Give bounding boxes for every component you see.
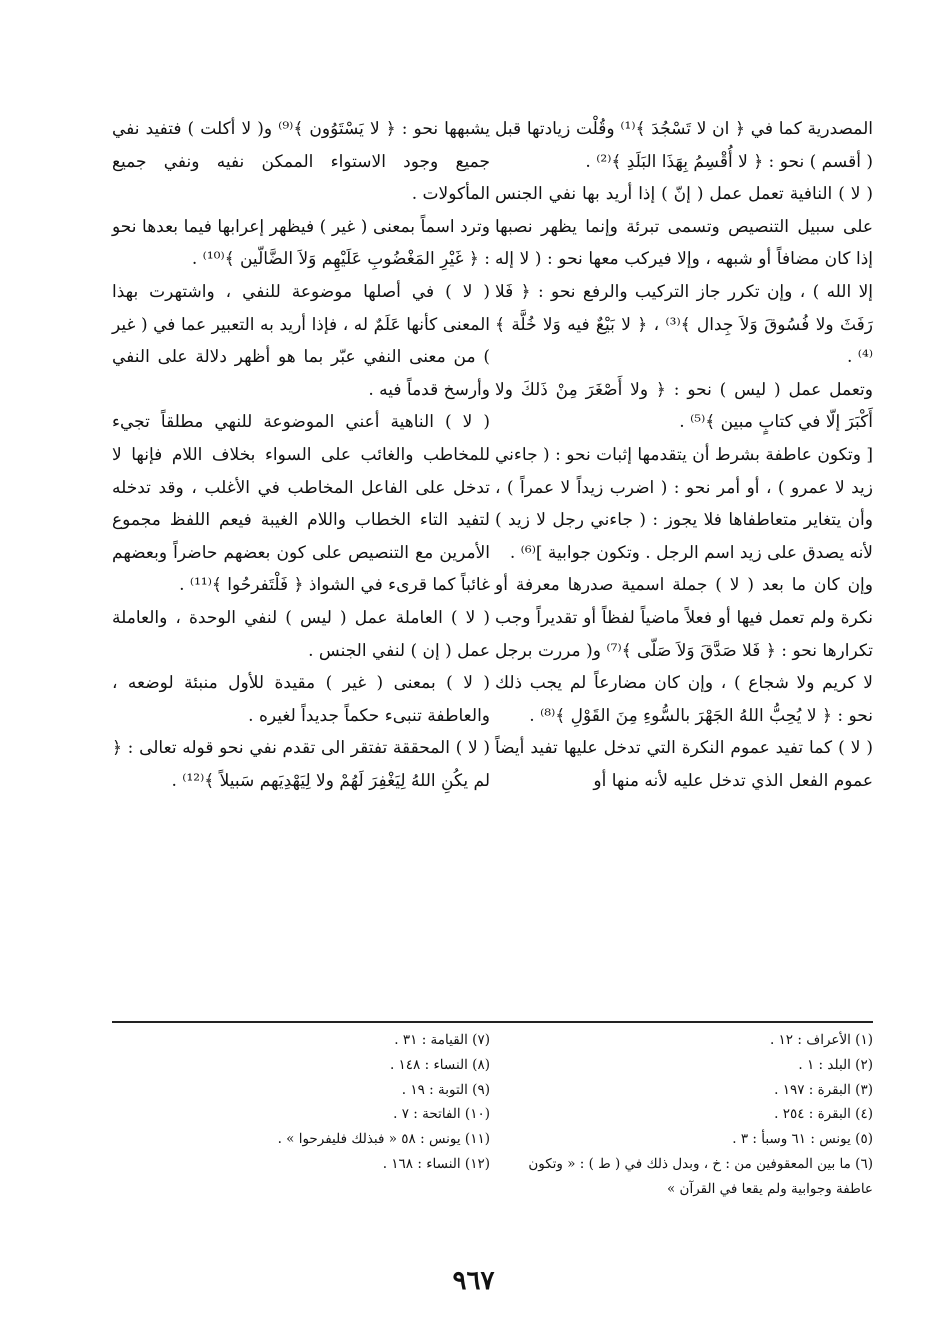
footnote-divider	[112, 1021, 873, 1023]
footnote: (٢) البلد : ١ .	[798, 1056, 873, 1073]
footnote: (١٠) الفاتحة : ٧ .	[393, 1106, 490, 1123]
paragraph: وتعمل عمل ( ليس ) نحو : ﴿ ولا أَصْغَرَ مِنْ ذَلكَ ولا أَكْبَرَ إلّا في كتابٍ مبين ﴾⁽⁵⁾ .	[495, 379, 873, 433]
footnotes-right	[495, 1028, 873, 1202]
footnote: (١) الأعراف : ١٢ .	[769, 1032, 873, 1048]
paragraph: ( لا ) بمعنى ( غير ) مقيدة للأول منبئة لوضعه ، والعاطفة تنبىء حكماً جديداً لغيره .	[112, 673, 490, 726]
paragraph: [ وتكون عاطفة بشرط أن يتقدمها إثبات نحو : ( جاءني زيد لا عمرو ) ، أو أمر نحو : ( اضرب زيداً لا عمراً ) ، وأن يتغاير متعاطفاها فلا يجوز : ( جاءني رجل لا زيد ) لأنه يصدق على زيد اسم الرجل . وتكون جوابية ]⁽⁶⁾ .	[495, 444, 873, 563]
paragraph: ( لا ) العاملة عمل ( ليس ) لنفي الوحدة ، والعاملة عمل ( إن ) لنفي الجنس .	[112, 607, 490, 661]
footnote: (٦) ما بين المعقوفين من : خ ، وبدل ذلك في ( ط ) : « وتكون عاطفة وجوابية ولم يقعا في القرآن »	[528, 1155, 873, 1197]
paragraph: المصدرية كما في ﴿ ان لا تَسْجُدَ ﴾⁽¹⁾ وقُلْت زيادتها قبل ( أقسم ) نحو : ﴿ لا أُقْسِمُ بِهَذَا البَلَدِ ﴾⁽²⁾ .	[495, 119, 873, 172]
footnote: (٥) يونس : ٦١ وسبأ : ٣ .	[732, 1131, 873, 1148]
footnote: (٣) البقرة : ١٩٧ .	[774, 1081, 873, 1098]
footnotes-left	[112, 1028, 490, 1177]
paragraph: ( لا ) النافية تعمل عمل ( إنّ ) إذا أريد بها نفي الجنس على سبيل التنصيص وتسمى تبرئة وإنما يظهر نصبها إذا كان مضافاً أو شبهه ، وإلا فيركب معها نحو : ( لا إله إلا الله ) ، وإن تكرر جاز التركيب والرفع نحو : ﴿ فَلا رَفَثَ ولا فُسُوقَ وَلاَ جِدال ﴾⁽³⁾ ، ﴿ لا بَيْعٌ فيه وَلا خُلَّة ﴾⁽⁴⁾ .	[495, 184, 873, 368]
paragraph: وترد اسماً بمعنى ( غير ) فيظهر إعرابها فيما بعدها نحو : ﴿ غَيْرِ المَغْضُوبِ عَلَيْهِم وَلاَ الضَّالّين ﴾⁽¹⁰⁾ .	[112, 216, 490, 270]
paragraph: وإن كان ما بعد ( لا ) جملة اسمية صدرها معرفة أو نكرة ولم تعمل فيها أو فعلاً ماضياً لفظاً أو تقديراً وجب تكرارها نحو : ﴿ فَلا صَدَّقَ وَلاَ صَلّى ﴾⁽⁷⁾ و( مررت برجل لا كريم ولا شجاع ) ، وإن كان مضارعاً لم يجب ذلك نحو : ﴿ لا يُحِبُّ اللهُ الجَهْرَ بالسُّوءِ مِنَ القَوْلِ ﴾⁽⁸⁾ .	[495, 575, 873, 726]
text-column-right	[495, 113, 873, 797]
paragraph: ( لا ) المحققة تفتقر الى تقدم نفي نحو قوله تعالى : ﴿ لم يكُنِ اللهُ لِيَغْفِرَ لَهُمْ ولا لِيَهْدِيَهم سَبيلاً ﴾⁽¹²⁾ .	[112, 738, 490, 791]
paragraph: ( لا ) الناهية أعني الموضوعة للنهي مطلقاً تجيء للمخاطب والغائب على السواء بخلاف اللام فإنها لا تدخل على الفاعل المخاطب في الأغلب ، وقد تدخله لتفيد التاء الخطاب واللام الغيبة فيعم اللفظ مجموع الأمرين مع التنصيص على كون بعضهم حاضراً وبعضهم غائباً كما قرىء في الشواذ ﴿ فَلْتَفرحُوا ﴾⁽¹¹⁾ .	[112, 412, 490, 596]
page-number: ٩٦٧	[452, 1266, 495, 1296]
paragraph: ( لا ) كما تفيد عموم النكرة التي تدخل عليها تفيد أيضاً عموم الفعل الذي تدخل عليه لأنه منها أو	[495, 738, 873, 791]
paragraph: ( لا ) في أصلها موضوعة للنفي ، واشتهرت بهذا المعنى كأنها عَلَمٌ له ، فإذا أريد به التعبير عما في ( غير ) من معنى النفي عبّر بما هو أظهر دلالة على النفي وأرسخ قدماً فيه .	[112, 281, 490, 400]
footnote: (٨) النساء : ١٤٨ .	[389, 1056, 490, 1073]
footnote: (١٢) النساء : ١٦٨ .	[382, 1155, 490, 1172]
text-column-left	[112, 113, 490, 797]
footnote: (٧) القيامة : ٣١ .	[394, 1032, 490, 1048]
footnote: (٩) التوبة : ١٩ .	[401, 1081, 490, 1098]
footnote: (١١) يونس : ٥٨ « فبذلك فليفرحوا » .	[277, 1131, 490, 1148]
footnote: (٤) البقرة : ٢٥٤ .	[774, 1106, 873, 1123]
paragraph: يشبهها نحو : ﴿ لا يَسْتَوُون ﴾⁽⁹⁾ و( لا أكلت ) فتفيد نفي جميع وجود الاستواء الممكن نفيه ونفي جميع المأكولات .	[112, 119, 490, 205]
